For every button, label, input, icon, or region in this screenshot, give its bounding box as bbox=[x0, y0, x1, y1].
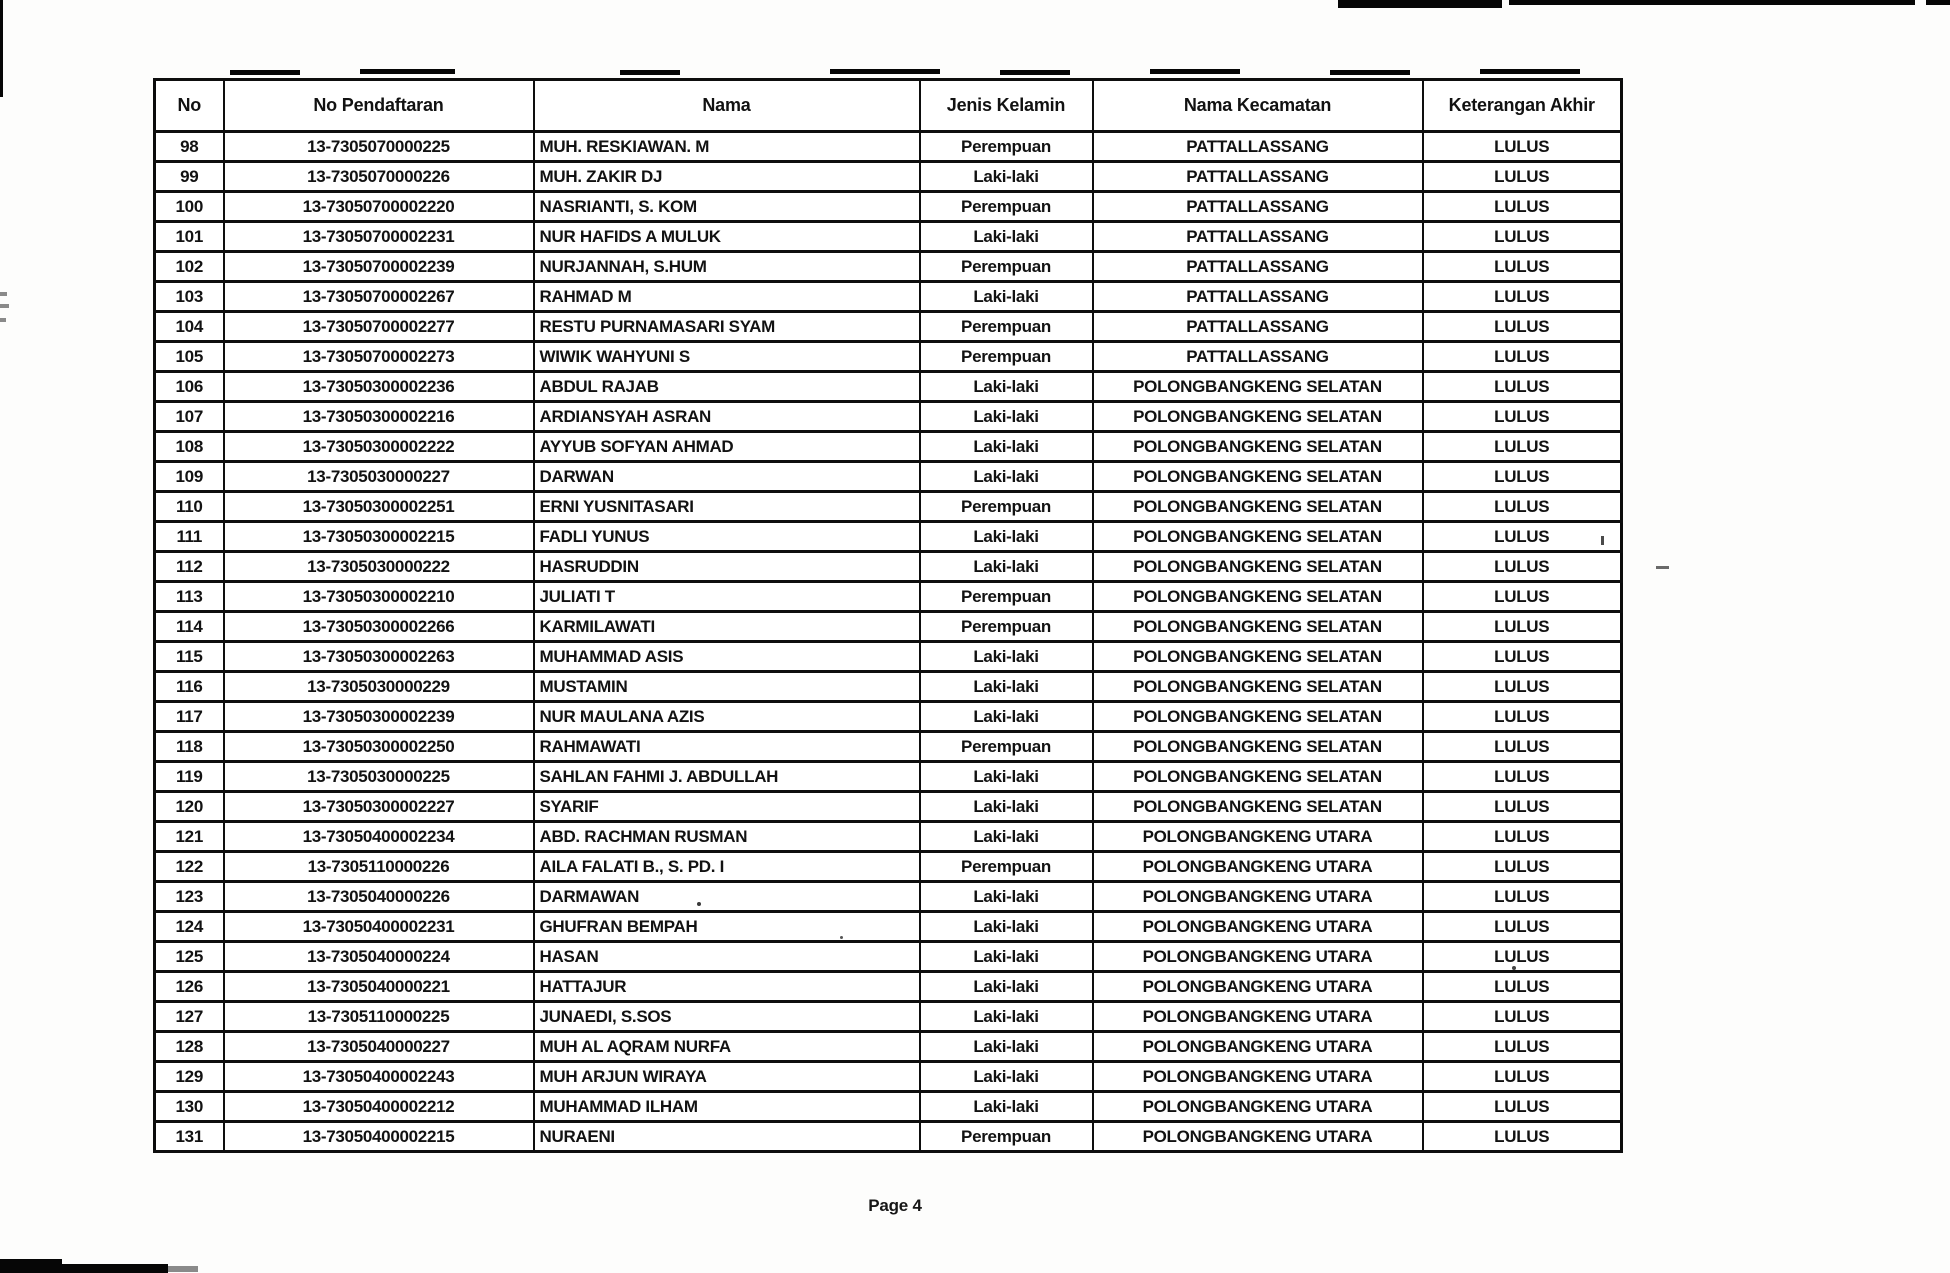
table-cell: 109 bbox=[155, 462, 224, 492]
table-row bbox=[155, 162, 1622, 192]
table-cell: 13-7305070000226 bbox=[224, 162, 534, 192]
table-cell: MUH AL AQRAM NURFA bbox=[534, 1032, 920, 1062]
table-cell: KARMILAWATI bbox=[534, 612, 920, 642]
table-cell: Perempuan bbox=[920, 342, 1093, 372]
scan-artifact bbox=[168, 1266, 198, 1272]
table-cell: LULUS bbox=[1423, 1002, 1622, 1032]
table-cell: ERNI YUSNITASARI bbox=[534, 492, 920, 522]
table-cell: NASRIANTI, S. KOM bbox=[534, 192, 920, 222]
table-cell: LULUS bbox=[1423, 312, 1622, 342]
table-cell: RAHMAD M bbox=[534, 282, 920, 312]
scan-artifact bbox=[1150, 69, 1240, 74]
table-cell: MUHAMMAD ILHAM bbox=[534, 1092, 920, 1122]
table-cell: LULUS bbox=[1423, 372, 1622, 402]
table-row bbox=[155, 282, 1622, 312]
table-cell: 13-73050700002231 bbox=[224, 222, 534, 252]
table-cell: MUHAMMAD ASIS bbox=[534, 642, 920, 672]
table-cell: 13-7305040000224 bbox=[224, 942, 534, 972]
table-cell: LULUS bbox=[1423, 252, 1622, 282]
table-cell: Laki-laki bbox=[920, 1062, 1093, 1092]
table-cell: 103 bbox=[155, 282, 224, 312]
table-cell: GHUFRAN BEMPAH bbox=[534, 912, 920, 942]
table-cell: MUSTAMIN bbox=[534, 672, 920, 702]
table-cell: HASAN bbox=[534, 942, 920, 972]
table-cell: Laki-laki bbox=[920, 402, 1093, 432]
table-cell: LULUS bbox=[1423, 852, 1622, 882]
table-cell: 118 bbox=[155, 732, 224, 762]
table-cell: MUH. ZAKIR DJ bbox=[534, 162, 920, 192]
table-row bbox=[155, 672, 1622, 702]
table-cell: POLONGBANGKENG UTARA bbox=[1093, 852, 1423, 882]
table-cell: HASRUDDIN bbox=[534, 552, 920, 582]
table-cell: 128 bbox=[155, 1032, 224, 1062]
table-cell: ABD. RACHMAN RUSMAN bbox=[534, 822, 920, 852]
table-row bbox=[155, 612, 1622, 642]
table-cell: LULUS bbox=[1423, 942, 1622, 972]
table-cell: LULUS bbox=[1423, 342, 1622, 372]
table-cell: NUR HAFIDS A MULUK bbox=[534, 222, 920, 252]
table-row bbox=[155, 342, 1622, 372]
table-cell: LULUS bbox=[1423, 462, 1622, 492]
table-cell: 13-73050700002267 bbox=[224, 282, 534, 312]
table-cell: LULUS bbox=[1423, 702, 1622, 732]
table-cell: Laki-laki bbox=[920, 1032, 1093, 1062]
table-cell: 13-73050400002243 bbox=[224, 1062, 534, 1092]
table-cell: 13-73050700002277 bbox=[224, 312, 534, 342]
table-row bbox=[155, 582, 1622, 612]
table-cell: AILA FALATI B., S. PD. I bbox=[534, 852, 920, 882]
table-cell: 13-7305030000225 bbox=[224, 762, 534, 792]
table-cell: JULIATI T bbox=[534, 582, 920, 612]
table-cell: 120 bbox=[155, 792, 224, 822]
column-header-jenis-kelamin: Jenis Kelamin bbox=[920, 80, 1093, 132]
table-cell: 13-7305040000227 bbox=[224, 1032, 534, 1062]
table-row bbox=[155, 252, 1622, 282]
table-cell: POLONGBANGKENG SELATAN bbox=[1093, 612, 1423, 642]
table-cell: POLONGBANGKENG UTARA bbox=[1093, 972, 1423, 1002]
table-cell: 116 bbox=[155, 672, 224, 702]
table-cell: 125 bbox=[155, 942, 224, 972]
table-cell: 13-73050400002234 bbox=[224, 822, 534, 852]
table-cell: 100 bbox=[155, 192, 224, 222]
table-cell: POLONGBANGKENG SELATAN bbox=[1093, 462, 1423, 492]
table-cell: POLONGBANGKENG UTARA bbox=[1093, 942, 1423, 972]
table-cell: LULUS bbox=[1423, 792, 1622, 822]
table-cell: LULUS bbox=[1423, 432, 1622, 462]
table-cell: 13-73050300002222 bbox=[224, 432, 534, 462]
table-cell: LULUS bbox=[1423, 762, 1622, 792]
table-cell: 117 bbox=[155, 702, 224, 732]
table-cell: 13-73050300002239 bbox=[224, 702, 534, 732]
table-body bbox=[155, 132, 1622, 1152]
table-cell: LULUS bbox=[1423, 822, 1622, 852]
table-row bbox=[155, 972, 1622, 1002]
table-cell: 108 bbox=[155, 432, 224, 462]
table-cell: NURAENI bbox=[534, 1122, 920, 1152]
table-cell: Laki-laki bbox=[920, 552, 1093, 582]
table-cell: PATTALLASSANG bbox=[1093, 342, 1423, 372]
table-cell: NUR MAULANA AZIS bbox=[534, 702, 920, 732]
scan-artifact bbox=[0, 304, 9, 308]
table-row bbox=[155, 852, 1622, 882]
table-cell: 13-73050300002250 bbox=[224, 732, 534, 762]
table-cell: Perempuan bbox=[920, 612, 1093, 642]
table-cell: NURJANNAH, S.HUM bbox=[534, 252, 920, 282]
table-cell: Laki-laki bbox=[920, 372, 1093, 402]
table-row bbox=[155, 492, 1622, 522]
table-cell: PATTALLASSANG bbox=[1093, 252, 1423, 282]
scan-artifact bbox=[697, 902, 701, 906]
table-cell: Laki-laki bbox=[920, 972, 1093, 1002]
table-cell: 124 bbox=[155, 912, 224, 942]
scan-artifact bbox=[840, 936, 843, 939]
table-cell: RAHMAWATI bbox=[534, 732, 920, 762]
table-cell: ABDUL RAJAB bbox=[534, 372, 920, 402]
table-row bbox=[155, 1002, 1622, 1032]
table-cell: POLONGBANGKENG SELATAN bbox=[1093, 492, 1423, 522]
table-cell: 13-73050400002231 bbox=[224, 912, 534, 942]
table-cell: 105 bbox=[155, 342, 224, 372]
table-cell: 13-7305040000226 bbox=[224, 882, 534, 912]
table-cell: 13-7305030000227 bbox=[224, 462, 534, 492]
table-cell: 13-7305030000222 bbox=[224, 552, 534, 582]
table-cell: LULUS bbox=[1423, 162, 1622, 192]
table-cell: ARDIANSYAH ASRAN bbox=[534, 402, 920, 432]
scan-artifact bbox=[1480, 69, 1580, 74]
table-cell: POLONGBANGKENG SELATAN bbox=[1093, 762, 1423, 792]
table-cell: PATTALLASSANG bbox=[1093, 282, 1423, 312]
scan-artifact bbox=[230, 70, 300, 75]
table-cell: 13-73050300002251 bbox=[224, 492, 534, 522]
table-cell: 13-73050300002236 bbox=[224, 372, 534, 402]
table-cell: DARWAN bbox=[534, 462, 920, 492]
table-cell: Laki-laki bbox=[920, 702, 1093, 732]
table-cell: LULUS bbox=[1423, 1122, 1622, 1152]
table-cell: PATTALLASSANG bbox=[1093, 162, 1423, 192]
table-row bbox=[155, 822, 1622, 852]
scan-artifact bbox=[1926, 0, 1950, 5]
table-cell: 123 bbox=[155, 882, 224, 912]
table-cell: POLONGBANGKENG UTARA bbox=[1093, 822, 1423, 852]
table-cell: 13-73050300002210 bbox=[224, 582, 534, 612]
table-cell: POLONGBANGKENG UTARA bbox=[1093, 1002, 1423, 1032]
table-cell: LULUS bbox=[1423, 642, 1622, 672]
table-cell: POLONGBANGKENG SELATAN bbox=[1093, 732, 1423, 762]
table-row bbox=[155, 912, 1622, 942]
table-row bbox=[155, 132, 1622, 162]
table-row bbox=[155, 192, 1622, 222]
table-row bbox=[155, 1062, 1622, 1092]
table-row bbox=[155, 372, 1622, 402]
table-cell: MUH ARJUN WIRAYA bbox=[534, 1062, 920, 1092]
table-row bbox=[155, 222, 1622, 252]
table-cell: 113 bbox=[155, 582, 224, 612]
table-cell: AYYUB SOFYAN AHMAD bbox=[534, 432, 920, 462]
table-row bbox=[155, 942, 1622, 972]
table-cell: LULUS bbox=[1423, 612, 1622, 642]
table-cell: POLONGBANGKENG UTARA bbox=[1093, 882, 1423, 912]
table-cell: POLONGBANGKENG UTARA bbox=[1093, 1062, 1423, 1092]
table-row bbox=[155, 1122, 1622, 1152]
column-header-keterangan-akhir: Keterangan Akhir bbox=[1423, 80, 1622, 132]
table-row bbox=[155, 882, 1622, 912]
table-cell: 13-73050700002273 bbox=[224, 342, 534, 372]
table-cell: 13-73050300002266 bbox=[224, 612, 534, 642]
table-cell: POLONGBANGKENG SELATAN bbox=[1093, 642, 1423, 672]
table-cell: Perempuan bbox=[920, 732, 1093, 762]
table-cell: PATTALLASSANG bbox=[1093, 312, 1423, 342]
table-cell: 127 bbox=[155, 1002, 224, 1032]
table-cell: POLONGBANGKENG UTARA bbox=[1093, 1122, 1423, 1152]
table-cell: PATTALLASSANG bbox=[1093, 192, 1423, 222]
table-cell: 110 bbox=[155, 492, 224, 522]
table-cell: Laki-laki bbox=[920, 1092, 1093, 1122]
table-cell: 107 bbox=[155, 402, 224, 432]
scan-artifact bbox=[1512, 966, 1516, 970]
table-cell: POLONGBANGKENG SELATAN bbox=[1093, 792, 1423, 822]
table-cell: Laki-laki bbox=[920, 822, 1093, 852]
table-cell: POLONGBANGKENG SELATAN bbox=[1093, 702, 1423, 732]
table-cell: DARMAWAN bbox=[534, 882, 920, 912]
column-header-nama-kecamatan: Nama Kecamatan bbox=[1093, 80, 1423, 132]
table-row bbox=[155, 762, 1622, 792]
table-cell: 13-7305030000229 bbox=[224, 672, 534, 702]
table-cell: 13-73050300002216 bbox=[224, 402, 534, 432]
table-cell: POLONGBANGKENG SELATAN bbox=[1093, 432, 1423, 462]
table-cell: JUNAEDI, S.SOS bbox=[534, 1002, 920, 1032]
table-cell: SYARIF bbox=[534, 792, 920, 822]
table-cell: Perempuan bbox=[920, 582, 1093, 612]
table-cell: 13-7305110000225 bbox=[224, 1002, 534, 1032]
table-cell: MUH. RESKIAWAN. M bbox=[534, 132, 920, 162]
table-cell: LULUS bbox=[1423, 1032, 1622, 1062]
table-cell: Laki-laki bbox=[920, 432, 1093, 462]
table-cell: 13-73050700002220 bbox=[224, 192, 534, 222]
table-cell: PATTALLASSANG bbox=[1093, 222, 1423, 252]
table-cell: WIWIK WAHYUNI S bbox=[534, 342, 920, 372]
table-cell: LULUS bbox=[1423, 522, 1622, 552]
table-cell: Laki-laki bbox=[920, 282, 1093, 312]
table-cell: POLONGBANGKENG SELATAN bbox=[1093, 522, 1423, 552]
results-table bbox=[153, 78, 1623, 1153]
table-cell: LULUS bbox=[1423, 732, 1622, 762]
table-cell: LULUS bbox=[1423, 972, 1622, 1002]
scan-artifact bbox=[0, 318, 6, 322]
table-cell: 13-7305070000225 bbox=[224, 132, 534, 162]
table-row bbox=[155, 552, 1622, 582]
table-cell: 111 bbox=[155, 522, 224, 552]
table-cell: LULUS bbox=[1423, 192, 1622, 222]
table-row bbox=[155, 522, 1622, 552]
table-row bbox=[155, 702, 1622, 732]
table-cell: Laki-laki bbox=[920, 762, 1093, 792]
table-cell: 126 bbox=[155, 972, 224, 1002]
table-cell: Laki-laki bbox=[920, 792, 1093, 822]
table-row bbox=[155, 1032, 1622, 1062]
scan-artifact bbox=[1000, 70, 1070, 75]
table-row bbox=[155, 312, 1622, 342]
page-number-label: Page 4 bbox=[868, 1196, 922, 1215]
column-header-no-pendaftaran: No Pendaftaran bbox=[224, 80, 534, 132]
table-cell: Laki-laki bbox=[920, 942, 1093, 972]
table-cell: 13-73050300002227 bbox=[224, 792, 534, 822]
table-cell: 13-73050300002263 bbox=[224, 642, 534, 672]
table-cell: LULUS bbox=[1423, 402, 1622, 432]
table-cell: Laki-laki bbox=[920, 522, 1093, 552]
scan-artifact bbox=[0, 292, 7, 296]
table-cell: Perempuan bbox=[920, 192, 1093, 222]
table-cell: 119 bbox=[155, 762, 224, 792]
scan-artifact bbox=[1330, 70, 1410, 75]
table-cell: 99 bbox=[155, 162, 224, 192]
table-cell: 130 bbox=[155, 1092, 224, 1122]
scan-artifact bbox=[1509, 0, 1915, 5]
table-row bbox=[155, 642, 1622, 672]
table-cell: 122 bbox=[155, 852, 224, 882]
table-cell: LULUS bbox=[1423, 282, 1622, 312]
table-cell: Laki-laki bbox=[920, 912, 1093, 942]
table-cell: Laki-laki bbox=[920, 672, 1093, 702]
table-header-row bbox=[155, 80, 1622, 132]
column-header-no: No bbox=[155, 80, 224, 132]
table-cell: Perempuan bbox=[920, 312, 1093, 342]
table-cell: 129 bbox=[155, 1062, 224, 1092]
table-cell: POLONGBANGKENG SELATAN bbox=[1093, 402, 1423, 432]
table-cell: Laki-laki bbox=[920, 1002, 1093, 1032]
table-cell: 13-73050400002215 bbox=[224, 1122, 534, 1152]
table-cell: LULUS bbox=[1423, 582, 1622, 612]
table-cell: LULUS bbox=[1423, 1062, 1622, 1092]
scan-artifact bbox=[360, 69, 455, 74]
table-cell: POLONGBANGKENG SELATAN bbox=[1093, 582, 1423, 612]
scan-artifact bbox=[1338, 0, 1502, 8]
table-cell: Perempuan bbox=[920, 492, 1093, 522]
table-cell: 13-7305040000221 bbox=[224, 972, 534, 1002]
table-cell: Perempuan bbox=[920, 252, 1093, 282]
table-cell: Laki-laki bbox=[920, 162, 1093, 192]
table-cell: Perempuan bbox=[920, 132, 1093, 162]
table-cell: 13-73050700002239 bbox=[224, 252, 534, 282]
table-row bbox=[155, 732, 1622, 762]
table-cell: POLONGBANGKENG SELATAN bbox=[1093, 672, 1423, 702]
table-cell: Laki-laki bbox=[920, 222, 1093, 252]
table-cell: PATTALLASSANG bbox=[1093, 132, 1423, 162]
scan-artifact bbox=[1656, 566, 1669, 569]
table-cell: HATTAJUR bbox=[534, 972, 920, 1002]
scan-artifact bbox=[1601, 536, 1604, 545]
table-row bbox=[155, 1092, 1622, 1122]
table-cell: 13-7305110000226 bbox=[224, 852, 534, 882]
table-cell: POLONGBANGKENG UTARA bbox=[1093, 1092, 1423, 1122]
table-row bbox=[155, 432, 1622, 462]
table-cell: RESTU PURNAMASARI SYAM bbox=[534, 312, 920, 342]
table-cell: 13-73050300002215 bbox=[224, 522, 534, 552]
table-cell: SAHLAN FAHMI J. ABDULLAH bbox=[534, 762, 920, 792]
scan-artifact bbox=[0, 1259, 62, 1266]
table-cell: Perempuan bbox=[920, 1122, 1093, 1152]
table-row bbox=[155, 792, 1622, 822]
table-cell: LULUS bbox=[1423, 132, 1622, 162]
table-cell: 13-73050400002212 bbox=[224, 1092, 534, 1122]
table-cell: 115 bbox=[155, 642, 224, 672]
table-cell: 104 bbox=[155, 312, 224, 342]
table-cell: 98 bbox=[155, 132, 224, 162]
table-row bbox=[155, 462, 1622, 492]
table-cell: POLONGBANGKENG UTARA bbox=[1093, 1032, 1423, 1062]
table-cell: 121 bbox=[155, 822, 224, 852]
table-cell: Laki-laki bbox=[920, 882, 1093, 912]
table-cell: 102 bbox=[155, 252, 224, 282]
table-cell: 106 bbox=[155, 372, 224, 402]
table-cell: Laki-laki bbox=[920, 462, 1093, 492]
table-cell: FADLI YUNUS bbox=[534, 522, 920, 552]
scan-artifact bbox=[830, 69, 940, 74]
table-cell: LULUS bbox=[1423, 912, 1622, 942]
table-cell: POLONGBANGKENG SELATAN bbox=[1093, 552, 1423, 582]
table-cell: LULUS bbox=[1423, 222, 1622, 252]
table-cell: 101 bbox=[155, 222, 224, 252]
table-cell: 131 bbox=[155, 1122, 224, 1152]
table-cell: LULUS bbox=[1423, 552, 1622, 582]
table-row bbox=[155, 402, 1622, 432]
scan-artifact bbox=[620, 70, 680, 75]
table-cell: Perempuan bbox=[920, 852, 1093, 882]
table-cell: LULUS bbox=[1423, 492, 1622, 522]
table-cell: 112 bbox=[155, 552, 224, 582]
table-cell: LULUS bbox=[1423, 672, 1622, 702]
scan-artifact bbox=[0, 0, 3, 97]
table-cell: Laki-laki bbox=[920, 642, 1093, 672]
table-cell: 114 bbox=[155, 612, 224, 642]
column-header-nama: Nama bbox=[534, 80, 920, 132]
table-cell: POLONGBANGKENG UTARA bbox=[1093, 912, 1423, 942]
table-cell: POLONGBANGKENG SELATAN bbox=[1093, 372, 1423, 402]
table-cell: LULUS bbox=[1423, 1092, 1622, 1122]
table-cell: LULUS bbox=[1423, 882, 1622, 912]
